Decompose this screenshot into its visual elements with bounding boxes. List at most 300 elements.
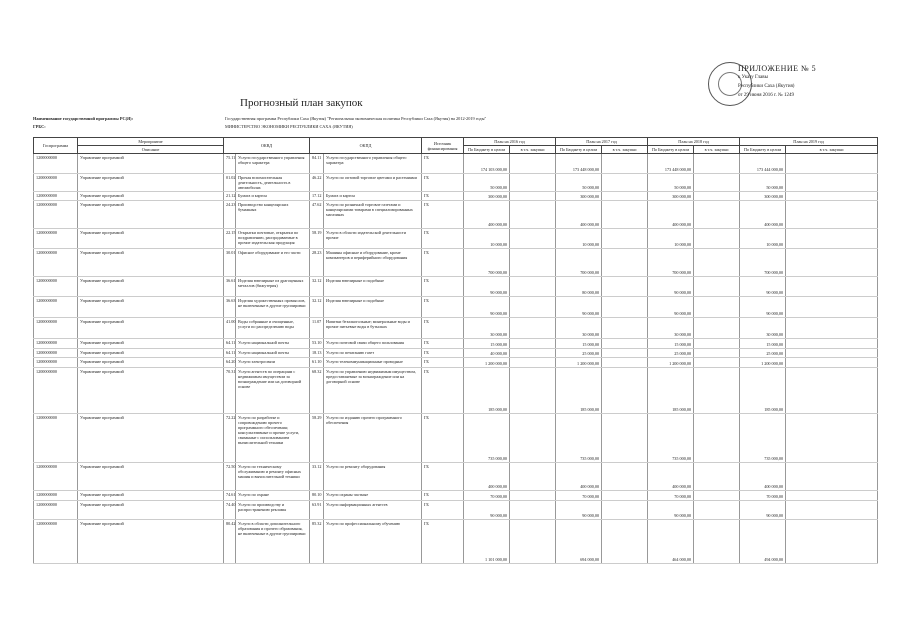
okvd-name: Бумага и картон (236, 192, 310, 201)
program-code: 1200000000 (34, 277, 78, 297)
okvd-code: 64.11 (224, 349, 236, 358)
okpd-code: 58.29 (310, 414, 324, 463)
plan-2016-procurement (510, 463, 556, 491)
event-name: Управление программой (78, 154, 224, 174)
okpd-name: Изделия ювелирные и подобные (324, 297, 422, 318)
meta-value: МИНИСТЕРСТВО ЭКОНОМИКИ РЕСПУБЛИКИ САХА (ЯКУТИЯ) (225, 124, 353, 129)
program-code: 1200000000 (34, 249, 78, 277)
okvd-name: Изделия ювелирные из драгоценных металлов (бижутерия) (236, 277, 310, 297)
plan-2019-procurement (786, 339, 878, 349)
plan-2019-total: 25 000,00 (740, 349, 786, 358)
plan-2018-total: 90 000,00 (648, 277, 694, 297)
table-row (34, 229, 878, 249)
plan-2018-total: 173 448 000,00 (648, 154, 694, 174)
plan-2016-procurement (510, 358, 556, 368)
header-plan-2017: План на 2017 год (556, 138, 648, 146)
plan-2018-total: 90 000,00 (648, 501, 694, 520)
plan-2019-procurement (786, 491, 878, 501)
funding-source: ГБ (422, 463, 464, 491)
event-name: Управление программой (78, 491, 224, 501)
okpd-name: Услуги по ремонту оборудования (324, 463, 422, 491)
plan-2018-procurement (694, 491, 740, 501)
plan-2018-procurement (694, 249, 740, 277)
header-okpd: ОКПД (310, 138, 422, 154)
plan-2018-procurement (694, 201, 740, 229)
okvd-name: Офисное оборудование и его части (236, 249, 310, 277)
procurement-table (33, 137, 878, 564)
table-row (34, 414, 878, 463)
okpd-code: 17.12 (310, 192, 324, 201)
plan-2019-procurement (786, 192, 878, 201)
plan-2018-total: 25 000,00 (648, 349, 694, 358)
funding-source: ГБ (422, 154, 464, 174)
plan-2016-total: 90 000,00 (464, 277, 510, 297)
plan-2019-procurement (786, 414, 878, 463)
plan-2016-total: 735 000,00 (464, 414, 510, 463)
program-code: 1200000000 (34, 501, 78, 520)
plan-2016-procurement (510, 368, 556, 414)
plan-2018-procurement (694, 463, 740, 491)
okvd-name: Услуги национальной почты (236, 349, 310, 358)
okvd-name: Услуги по производству и распространению рекламы (236, 501, 310, 520)
plan-2019-procurement (786, 463, 878, 491)
funding-source: ГБ (422, 174, 464, 192)
plan-2019-total: 400 000,00 (740, 201, 786, 229)
plan-2019-total: 735 000,00 (740, 414, 786, 463)
plan-2016-total: 90 000,00 (464, 501, 510, 520)
program-code: 1200000000 (34, 174, 78, 192)
okpd-name: Услуги по изданию прочего программного обеспечения (324, 414, 422, 463)
plan-2016-total: 15 000,00 (464, 339, 510, 349)
funding-source: ГБ (422, 501, 464, 520)
table-row (34, 501, 878, 520)
program-code: 1200000000 (34, 154, 78, 174)
okpd-code: 32.12 (310, 277, 324, 297)
header-plan-2019: План на 2019 год (740, 138, 878, 146)
okvd-name: Прочая вспомогательная деятельность, деятельность в автомобилях (236, 174, 310, 192)
event-name: Управление программой (78, 318, 224, 339)
plan-2018-procurement (694, 318, 740, 339)
plan-2017-procurement (602, 192, 648, 201)
plan-2018-procurement (694, 297, 740, 318)
page-title: Прогнозный план закупок (240, 97, 363, 109)
plan-2016-procurement (510, 229, 556, 249)
event-name: Управление программой (78, 414, 224, 463)
plan-2019-procurement (786, 520, 878, 564)
program-code: 1200000000 (34, 201, 78, 229)
event-name: Управление программой (78, 229, 224, 249)
plan-2017-procurement (602, 277, 648, 297)
plan-2016-total: 700 000,00 (464, 249, 510, 277)
okvd-code: 22.15 (224, 229, 236, 249)
okpd-name: Услуги в области издательской деятельности прочие (324, 229, 422, 249)
program-code: 1200000000 (34, 192, 78, 201)
okpd-name: Изделия ювелирные и подобные (324, 277, 422, 297)
header-procurement: в т.ч. закупки (786, 146, 878, 154)
plan-2017-procurement (602, 501, 648, 520)
plan-2016-total: 10 000,00 (464, 229, 510, 249)
plan-2017-procurement (602, 174, 648, 192)
plan-2017-total: 80 000,00 (556, 277, 602, 297)
event-name: Управление программой (78, 463, 224, 491)
plan-2019-total: 1 200 000,00 (740, 358, 786, 368)
plan-2018-total: 50 000,00 (648, 174, 694, 192)
plan-2018-total: 30 000,00 (648, 318, 694, 339)
plan-2018-total: 735 000,00 (648, 414, 694, 463)
plan-2017-total: 400 000,00 (556, 201, 602, 229)
okvd-name: Услуги агентств по операциям с недвижимым имуществом за вознаграждение или на договорной основе (236, 368, 310, 414)
plan-2019-procurement (786, 277, 878, 297)
header-event: Мероприятие (78, 138, 224, 146)
funding-source: ГБ (422, 318, 464, 339)
plan-2018-total: 400 000,00 (648, 463, 694, 491)
plan-2019-procurement (786, 349, 878, 358)
okvd-code: 64.11 (224, 339, 236, 349)
okvd-name: Воды собранные и очищенные, услуги по распределению воды (236, 318, 310, 339)
plan-2017-total: 694 000,00 (556, 520, 602, 564)
funding-source: ГБ (422, 520, 464, 564)
plan-2017-procurement (602, 318, 648, 339)
funding-source: ГБ (422, 192, 464, 201)
okvd-code: 72.50 (224, 463, 236, 491)
plan-2018-total: 90 000,00 (648, 297, 694, 318)
plan-2017-procurement (602, 491, 648, 501)
plan-2016-procurement (510, 174, 556, 192)
event-name: Управление программой (78, 277, 224, 297)
okpd-name: Услуги информационных агентств (324, 501, 422, 520)
plan-2018-procurement (694, 229, 740, 249)
plan-2016-total: 30 000,00 (464, 318, 510, 339)
okpd-name: Услуги по печатанию газет (324, 349, 422, 358)
funding-source: ГБ (422, 277, 464, 297)
table-row (34, 249, 878, 277)
funding-source: ГБ (422, 358, 464, 368)
plan-2017-total: 10 000,00 (556, 229, 602, 249)
table-row (34, 174, 878, 192)
table-row (34, 520, 878, 564)
plan-2017-total: 1 200 000,00 (556, 358, 602, 368)
plan-2017-procurement (602, 368, 648, 414)
okvd-name: Услуги в области дополнительного образования и прочего образования, не включенные в другие группировки (236, 520, 310, 564)
plan-2019-total: 300 000,00 (740, 192, 786, 201)
okvd-name: Услуги по техническому обслуживанию и ремонту офисных машин и вычислительной техники (236, 463, 310, 491)
plan-2019-procurement (786, 154, 878, 174)
event-name: Управление программой (78, 501, 224, 520)
table-row (34, 349, 878, 358)
plan-2017-total: 50 000,00 (556, 174, 602, 192)
program-code: 1200000000 (34, 297, 78, 318)
plan-2016-total: 40 000,00 (464, 349, 510, 358)
okvd-name: Услуги государственного управления общего характера (236, 154, 310, 174)
plan-2017-procurement (602, 414, 648, 463)
event-name: Управление программой (78, 349, 224, 358)
plan-2019-total: 173 444 000,00 (740, 154, 786, 174)
plan-2017-total: 30 000,00 (556, 318, 602, 339)
plan-2017-procurement (602, 463, 648, 491)
plan-2018-procurement (694, 339, 740, 349)
plan-2018-procurement (694, 368, 740, 414)
plan-2019-procurement (786, 501, 878, 520)
funding-source: ГБ (422, 249, 464, 277)
header-budget-total: По Бюджету в целом (740, 146, 786, 154)
plan-2018-total: 70 000,00 (648, 491, 694, 501)
okpd-code: 47.62 (310, 201, 324, 229)
plan-2017-procurement (602, 229, 648, 249)
table-row (34, 318, 878, 339)
plan-2018-procurement (694, 174, 740, 192)
plan-2019-total: 90 000,00 (740, 277, 786, 297)
okvd-name: Открытки почтовые, открытки по поздравлению, распродаваемые в прочие издательская продукция (236, 229, 310, 249)
header-procurement: в т.ч. закупки (510, 146, 556, 154)
plan-2019-total: 700 000,00 (740, 249, 786, 277)
okpd-name: Услуги телекоммуникационные проводные (324, 358, 422, 368)
plan-2019-total: 30 000,00 (740, 318, 786, 339)
plan-2018-procurement (694, 349, 740, 358)
header-procurement: в т.ч. закупки (602, 146, 648, 154)
plan-2018-procurement (694, 192, 740, 201)
okpd-name: Услуги государственного управления общего характера (324, 154, 422, 174)
table-row (34, 297, 878, 318)
okvd-code: 80.42 (224, 520, 236, 564)
event-name: Управление программой (78, 201, 224, 229)
plan-2016-procurement (510, 201, 556, 229)
okvd-code: 21.12 (224, 192, 236, 201)
plan-2017-total: 70 000,00 (556, 491, 602, 501)
okpd-code: 58.19 (310, 229, 324, 249)
plan-2017-procurement (602, 201, 648, 229)
table-row (34, 463, 878, 491)
okvd-code: 36.63 (224, 297, 236, 318)
okpd-code: 63.91 (310, 501, 324, 520)
okpd-code: 11.07 (310, 318, 324, 339)
plan-2018-total: 15 000,00 (648, 339, 694, 349)
plan-2019-total: 90 000,00 (740, 501, 786, 520)
plan-2017-total: 400 000,00 (556, 463, 602, 491)
okpd-code: 61.10 (310, 358, 324, 368)
plan-2018-total: 185 000,00 (648, 368, 694, 414)
funding-source: ГБ (422, 229, 464, 249)
plan-2019-procurement (786, 318, 878, 339)
plan-2017-total: 90 000,00 (556, 501, 602, 520)
plan-2016-total: 400 000,00 (464, 463, 510, 491)
header-budget-total: По Бюджету в целом (464, 146, 510, 154)
program-code: 1200000000 (34, 318, 78, 339)
funding-source: ГБ (422, 297, 464, 318)
table-row (34, 277, 878, 297)
plan-2016-procurement (510, 414, 556, 463)
header-okvd: ОКВД (224, 138, 310, 154)
plan-2017-procurement (602, 339, 648, 349)
okpd-name: Услуги по профессиональному обучению (324, 520, 422, 564)
header-budget-total: По Бюджету в целом (556, 146, 602, 154)
program-code: 1200000000 (34, 229, 78, 249)
event-name: Управление программой (78, 368, 224, 414)
plan-2017-total: 15 000,00 (556, 339, 602, 349)
okvd-code: 64.20 (224, 358, 236, 368)
plan-2016-procurement (510, 277, 556, 297)
plan-2016-procurement (510, 297, 556, 318)
plan-2017-procurement (602, 358, 648, 368)
funding-source: ГБ (422, 368, 464, 414)
funding-source: ГБ (422, 349, 464, 358)
plan-2019-procurement (786, 297, 878, 318)
table-row (34, 339, 878, 349)
okpd-name: Бумага и картон (324, 192, 422, 201)
okpd-name: Услуги по розничной торговле газетами и канцелярскими товарами в специализированных магазинах (324, 201, 422, 229)
okpd-name: Услуги почтовой связи общего пользования (324, 339, 422, 349)
plan-2017-total: 300 000,00 (556, 192, 602, 201)
plan-2017-total: 173 448 000,00 (556, 154, 602, 174)
okpd-code: 33.12 (310, 463, 324, 491)
event-name: Управление программой (78, 520, 224, 564)
plan-2019-total: 70 000,00 (740, 491, 786, 501)
event-name: Управление программой (78, 297, 224, 318)
okvd-name: Услуги национальной почты (236, 339, 310, 349)
header-program: Госпрограмма (34, 138, 78, 154)
approval-line: от 29 июня 2016 г. № 1249 (738, 93, 795, 98)
program-code: 1200000000 (34, 368, 78, 414)
table-row (34, 358, 878, 368)
plan-2018-procurement (694, 358, 740, 368)
meta-program (33, 116, 487, 121)
plan-2017-procurement (602, 297, 648, 318)
table-row (34, 368, 878, 414)
okvd-code: 01.02 (224, 174, 236, 192)
okpd-name: Услуги охраны частные (324, 491, 422, 501)
table-row (34, 192, 878, 201)
program-code: 1200000000 (34, 491, 78, 501)
funding-source: ГБ (422, 201, 464, 229)
plan-2018-procurement (694, 520, 740, 564)
table-row (34, 491, 878, 501)
meta-label: Наименование государственной программы РС(Я): (33, 116, 134, 121)
plan-2016-procurement (510, 192, 556, 201)
plan-2019-procurement (786, 368, 878, 414)
plan-2016-total: 300 000,00 (464, 192, 510, 201)
okvd-code: 74.61 (224, 491, 236, 501)
plan-2019-total: 15 000,00 (740, 339, 786, 349)
header-source: Источник финансирования (422, 138, 464, 154)
event-name: Управление программой (78, 174, 224, 192)
program-code: 1200000000 (34, 339, 78, 349)
plan-2019-total: 185 000,00 (740, 368, 786, 414)
plan-2018-total: 10 000,00 (648, 229, 694, 249)
plan-2016-total: 185 000,00 (464, 368, 510, 414)
okpd-code: 28.23 (310, 249, 324, 277)
funding-source: ГБ (422, 491, 464, 501)
plan-2016-total: 90 000,00 (464, 297, 510, 318)
okvd-code: 72.22 (224, 414, 236, 463)
meta-grbs (33, 124, 353, 129)
plan-2016-procurement (510, 318, 556, 339)
approval-line: к Указу Главы (738, 75, 768, 80)
plan-2016-procurement (510, 491, 556, 501)
plan-2019-procurement (786, 358, 878, 368)
plan-2018-total: 400 000,00 (648, 201, 694, 229)
plan-2016-procurement (510, 349, 556, 358)
meta-label: ГРБС: (33, 124, 46, 129)
okpd-code: 46.22 (310, 174, 324, 192)
header-budget-total: По Бюджету в целом (648, 146, 694, 154)
okvd-name: Изделия художественных промыслов, не включенные в другие группировки (236, 297, 310, 318)
okpd-code: 80.10 (310, 491, 324, 501)
plan-2018-procurement (694, 154, 740, 174)
okvd-name: Услуги по охране (236, 491, 310, 501)
plan-2016-procurement (510, 501, 556, 520)
plan-2018-procurement (694, 414, 740, 463)
program-code: 1200000000 (34, 520, 78, 564)
okpd-name: Напитки безалкогольные; минеральные воды и прочие питьевые воды в бутылках (324, 318, 422, 339)
plan-2016-total: 1 200 000,00 (464, 358, 510, 368)
okpd-name: Услуги по оптовой торговле цветами и растениями (324, 174, 422, 192)
okvd-code: 74.40 (224, 501, 236, 520)
okpd-code: 32.12 (310, 297, 324, 318)
event-name: Управление программой (78, 192, 224, 201)
approval-title: ПРИЛОЖЕНИЕ № 5 (738, 64, 817, 73)
event-name: Управление программой (78, 249, 224, 277)
plan-2017-procurement (602, 154, 648, 174)
okvd-code: 41.00 (224, 318, 236, 339)
plan-2019-total: 90 000,00 (740, 297, 786, 318)
program-code: 1200000000 (34, 463, 78, 491)
okpd-name: Услуги по управлению недвижимым имуществом, предоставляемые за вознаграждение или на договорной основе (324, 368, 422, 414)
plan-2019-total: 494 000,00 (740, 520, 786, 564)
plan-2016-total: 70 000,00 (464, 491, 510, 501)
okvd-name: Услуги электросвязи (236, 358, 310, 368)
plan-2016-procurement (510, 249, 556, 277)
plan-2017-total: 185 000,00 (556, 368, 602, 414)
plan-2019-procurement (786, 249, 878, 277)
plan-2019-procurement (786, 229, 878, 249)
header-plan-2018: План на 2018 год (648, 138, 740, 146)
program-code: 1200000000 (34, 414, 78, 463)
okpd-code: 85.32 (310, 520, 324, 564)
event-name: Управление программой (78, 358, 224, 368)
plan-2019-total: 10 000,00 (740, 229, 786, 249)
plan-2017-total: 25 000,00 (556, 349, 602, 358)
okvd-code: 24.23 (224, 201, 236, 229)
plan-2016-total: 174 103 000,00 (464, 154, 510, 174)
plan-2017-procurement (602, 249, 648, 277)
plan-2018-total: 1 200 000,00 (648, 358, 694, 368)
header-procurement: в т.ч. закупки (694, 146, 740, 154)
program-code: 1200000000 (34, 358, 78, 368)
plan-2017-total: 735 000,00 (556, 414, 602, 463)
plan-2016-procurement (510, 520, 556, 564)
okpd-code: 84.11 (310, 154, 324, 174)
okvd-name: Производство канцелярских бумажных (236, 201, 310, 229)
program-code: 1200000000 (34, 349, 78, 358)
approval-block (738, 64, 838, 100)
event-name: Управление программой (78, 339, 224, 349)
plan-2019-procurement (786, 201, 878, 229)
okpd-code: 18.13 (310, 349, 324, 358)
plan-2019-total: 400 000,00 (740, 463, 786, 491)
plan-2016-total: 50 000,00 (464, 174, 510, 192)
funding-source: ГБ (422, 339, 464, 349)
plan-2017-procurement (602, 520, 648, 564)
plan-2018-procurement (694, 277, 740, 297)
plan-2018-total: 300 000,00 (648, 192, 694, 201)
okvd-code: 70.31 (224, 368, 236, 414)
table-row (34, 201, 878, 229)
header-plan-2016: План на 2016 год (464, 138, 556, 146)
plan-2016-total: 1 101 000,00 (464, 520, 510, 564)
meta-value: Государственная программа Республики Саха (Якутия) "Региональная экономическая политика Республики Саха (Якутия) на 2012-2019 годы" (225, 116, 487, 121)
okvd-code: 75.11 (224, 154, 236, 174)
plan-2018-total: 700 000,00 (648, 249, 694, 277)
plan-2017-total: 700 000,00 (556, 249, 602, 277)
